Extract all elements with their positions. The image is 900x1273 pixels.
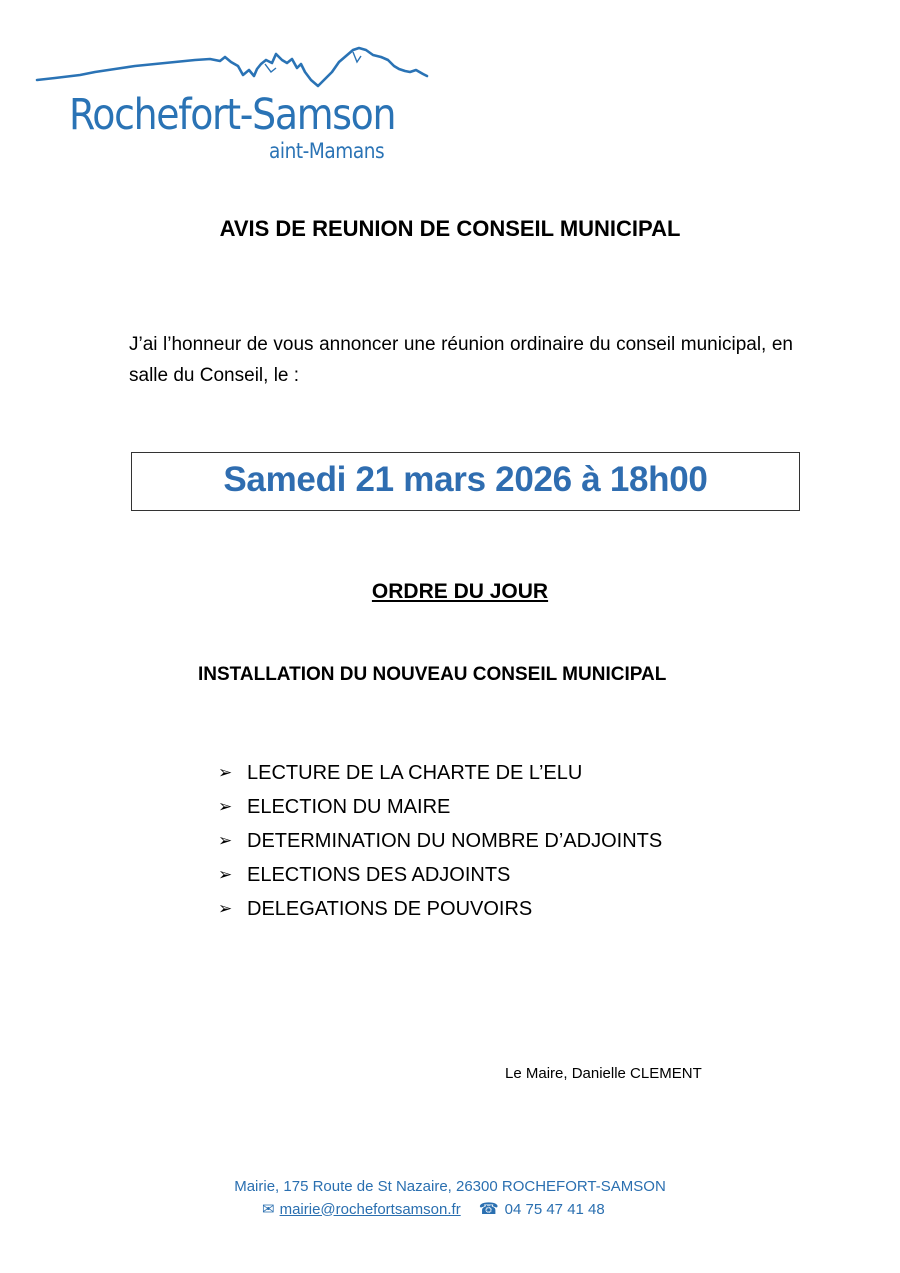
agenda-item-label: DELEGATIONS DE POUVOIRS (247, 897, 533, 920)
phone-number: 04 75 47 41 48 (504, 1200, 605, 1218)
envelope-icon: ✉ (262, 1201, 275, 1218)
page-title: AVIS DE REUNION DE CONSEIL MUNICIPAL (219, 216, 681, 241)
arrowhead-icon: ➢ (218, 797, 233, 816)
agenda-item-label: ELECTIONS DES ADJOINTS (247, 863, 511, 886)
agenda-list (218, 756, 662, 926)
agenda-item-label: LECTURE DE LA CHARTE DE L’ELU (247, 761, 583, 784)
agenda-item (218, 790, 662, 824)
footer-contact (262, 1199, 605, 1219)
arrowhead-icon: ➢ (218, 899, 233, 918)
meeting-date: Samedi 21 mars 2026 à 18h00 (223, 460, 708, 499)
arrowhead-icon: ➢ (218, 831, 233, 850)
logo-main-text: Rochefort-Samson (69, 90, 396, 140)
logo-sub-text: aint-Mamans (269, 139, 385, 163)
agenda-subtitle: INSTALLATION DU NOUVEAU CONSEIL MUNICIPAL (198, 664, 667, 685)
logo (35, 42, 435, 172)
agenda-title: ORDRE DU JOUR (371, 580, 549, 603)
agenda-item (218, 858, 662, 892)
signature: Le Maire, Danielle CLEMENT (505, 1065, 702, 1082)
email-link[interactable]: mairie@rochefortsamson.fr (279, 1200, 461, 1218)
footer-address: Mairie, 175 Route de St Nazaire, 26300 ROCHEFORT-SAMSON (234, 1178, 666, 1195)
agenda-item (218, 756, 662, 790)
phone-icon: ☎ (478, 1201, 499, 1218)
agenda-item (218, 892, 662, 926)
meeting-date-box (131, 452, 800, 511)
arrowhead-icon: ➢ (218, 865, 233, 884)
agenda-item (218, 824, 662, 858)
agenda-item-label: DETERMINATION DU NOMBRE D’ADJOINTS (247, 829, 663, 852)
intro-paragraph: J’ai l’honneur de vous annoncer une réunion ordinaire du conseil municipal, en salle du Conseil, le : (129, 334, 793, 386)
arrowhead-icon: ➢ (218, 763, 233, 782)
agenda-item-label: ELECTION DU MAIRE (247, 795, 451, 818)
